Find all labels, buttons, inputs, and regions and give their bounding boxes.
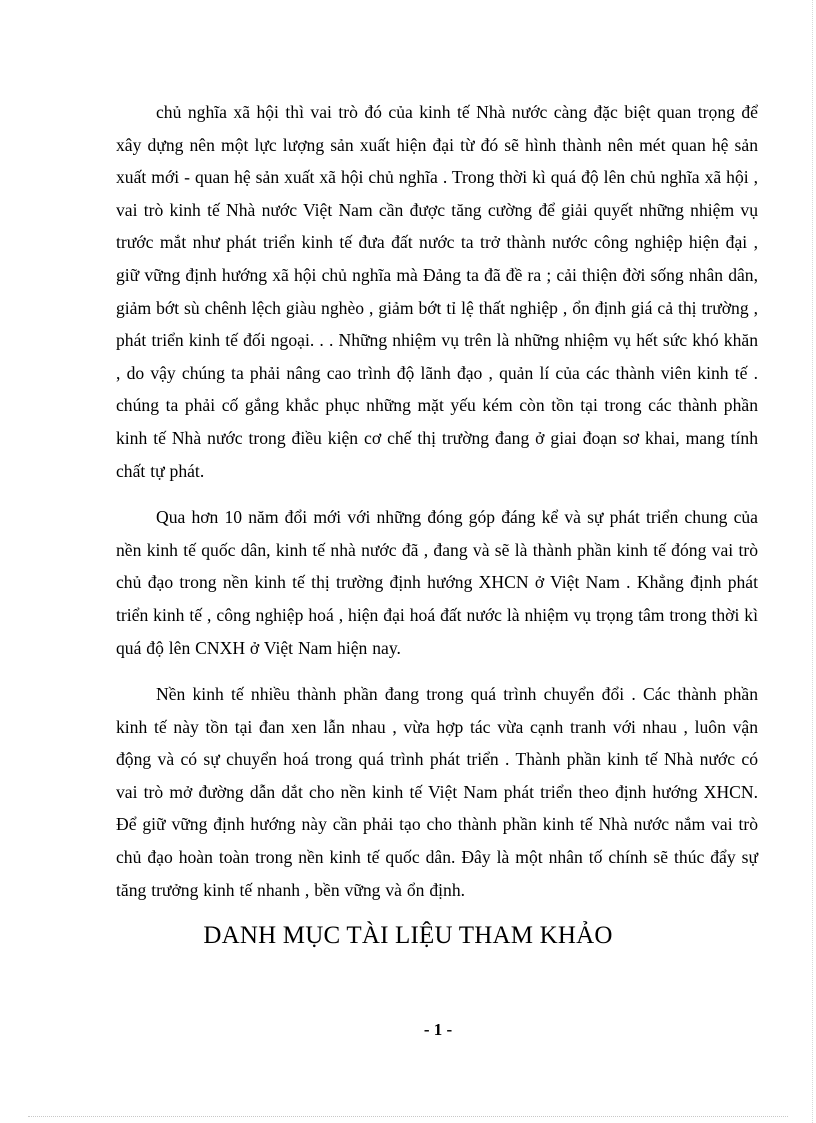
body-text — [116, 96, 758, 906]
page-bottom-divider — [28, 1116, 788, 1117]
page-right-divider — [812, 0, 813, 1123]
paragraph-2: Qua hơn 10 năm đổi mới với những đóng góp đáng kể và sự phát triển chung của nền kinh tế quốc dân, kinh tế nhà nước đã , đang và sẽ là thành phần kinh tế đóng vai trò chủ đạo trong nền kinh tế thị trường định hướng XHCN ở Việt Nam . Khẳng định phát triển kinh tế , công nghiệp hoá , hiện đại hoá đất nước là nhiệm vụ trọng tâm trong thời kì quá độ lên CNXH ở Việt Nam hiện nay. — [116, 507, 758, 658]
references-heading: DANH MỤC TÀI LIỆU THAM KHẢO — [203, 922, 613, 949]
page-number: - 1 - — [423, 1020, 453, 1039]
paragraph-1: chủ nghĩa xã hội thì vai trò đó của kinh tế Nhà nước càng đặc biệt quan trọng để xây dựng nên một lực lượng sản xuất hiện đại từ đó sẽ hình thành nên mét quan hệ sản xuất mới - quan hệ sản xuất xã hội chủ nghĩa . Trong thời kì quá độ lên chủ nghĩa xã hội , vai trò kinh tế Nhà nước Việt Nam cần được tăng cường để giải quyết những nhiệm vụ trước mắt như phát triển kinh tế đưa đất nước ta trở thành nước công nghiệp hiện đại , giữ vững định hướng xã hội chủ nghĩa mà Đảng ta đã đề ra ; cải thiện đời sống nhân dân, giảm bớt sù chênh lệch giàu nghèo , giảm bớt tỉ lệ thất nghiệp , ổn định giá cả thị trường , phát triển kinh tế đối ngoại. . . Những nhiệm vụ trên là những nhiệm vụ hết sức khó khăn , do vậy chúng ta phải nâng cao trình độ lãnh đạo , quản lí của các thành viên kinh tế . chúng ta phải cố gắng khắc phục những mặt yếu kém còn tồn tại trong các thành phần kinh tế Nhà nước trong điều kiện cơ chế thị trường đang ở giai đoạn sơ khai, mang tính chất tự phát. — [116, 102, 758, 481]
paragraph-3: Nền kinh tế nhiều thành phần đang trong quá trình chuyển đổi . Các thành phần kinh tế này tồn tại đan xen lẫn nhau , vừa hợp tác vừa cạnh tranh với nhau , luôn vận động và có sự chuyển hoá trong quá trình phát triển . Thành phần kinh tế Nhà nước có vai trò mở đường dẫn dắt cho nền kinh tế Việt Nam phát triển theo định hướng XHCN. Để giữ vững định hướng này cần phải tạo cho thành phần kinh tế Nhà nước nắm vai trò chủ đạo hoàn toàn trong nền kinh tế quốc dân. Đây là một nhân tố chính sẽ thúc đẩy sự tăng trưởng kinh tế nhanh , bền vững và ổn định. — [116, 684, 758, 900]
